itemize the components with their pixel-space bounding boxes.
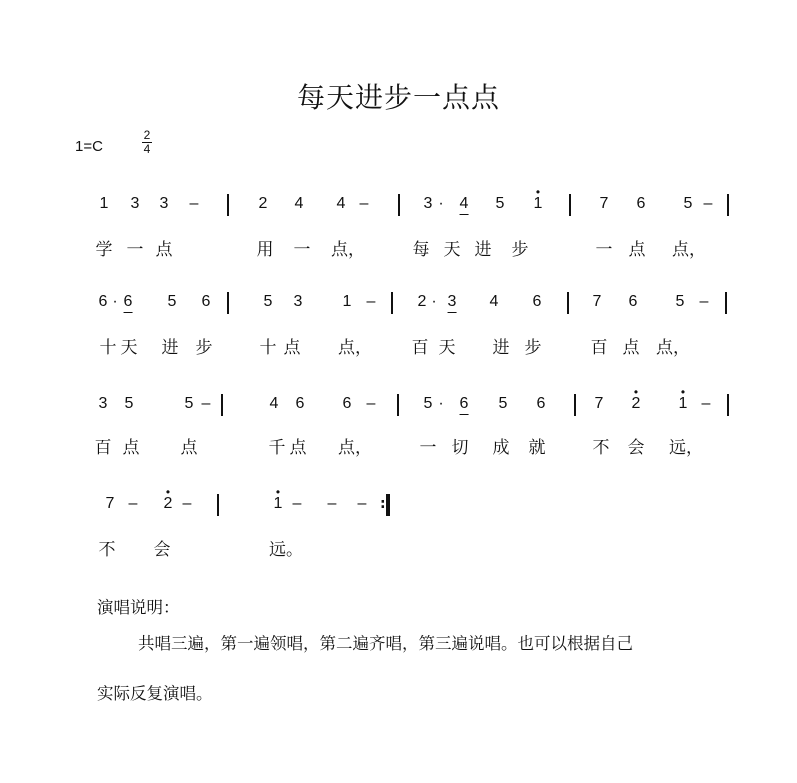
lyric-word: 百 bbox=[411, 338, 429, 358]
time-signature bbox=[142, 130, 152, 155]
lyric-word: 天 bbox=[443, 240, 461, 260]
bar-line bbox=[227, 194, 229, 216]
note: 1 bbox=[342, 293, 352, 310]
dash-extension: – bbox=[357, 495, 367, 512]
lyric-word: 用 bbox=[256, 240, 274, 260]
note: 6 bbox=[460, 395, 469, 415]
lyric-word: 远。 bbox=[269, 540, 303, 560]
lyric-word: 学 bbox=[95, 240, 113, 260]
lyric-word: 天 bbox=[120, 338, 138, 358]
note: 5 bbox=[423, 395, 433, 412]
note: 4 bbox=[294, 195, 304, 212]
lyric-word: 点 bbox=[622, 338, 640, 358]
instructions-line-2: 实际反复演唱。 bbox=[97, 684, 213, 703]
octave-dot: • bbox=[275, 485, 281, 499]
note: 7 bbox=[592, 293, 602, 310]
lyric-word: 点 bbox=[628, 240, 646, 260]
dash-extension: – bbox=[366, 293, 376, 310]
note: 7 bbox=[599, 195, 609, 212]
lyric-word: 百 bbox=[590, 338, 608, 358]
lyric-word: 步 bbox=[524, 338, 542, 358]
note: 5 bbox=[683, 195, 693, 212]
note: 5 bbox=[263, 293, 273, 310]
note: 4 bbox=[460, 195, 469, 215]
song-title: 每天进步一点点 bbox=[296, 81, 500, 114]
lyric-word: 不 bbox=[98, 540, 116, 560]
lyric-word: 步 bbox=[195, 338, 213, 358]
octave-dot: • bbox=[633, 385, 639, 399]
note: 6 bbox=[636, 195, 646, 212]
lyric-word: 步 bbox=[511, 240, 529, 260]
key-signature: 1=C bbox=[75, 138, 103, 155]
note: 6 bbox=[201, 293, 211, 310]
lyric-word: 会 bbox=[627, 438, 645, 458]
lyric-word: 百 bbox=[94, 438, 112, 458]
dash-extension: – bbox=[359, 195, 369, 212]
note: 3 bbox=[448, 293, 457, 313]
dash-extension: – bbox=[701, 395, 711, 412]
note: 2 • bbox=[631, 385, 641, 412]
lyric-word: 点， bbox=[331, 240, 365, 260]
note: 6 bbox=[536, 395, 546, 412]
lyric-word: 点 bbox=[155, 240, 173, 260]
note: 5 bbox=[124, 395, 134, 412]
time-signature-top: 2 bbox=[143, 128, 151, 142]
lyric-word: 不 bbox=[592, 438, 610, 458]
lyric-word: 点， bbox=[656, 338, 690, 358]
time-signature-bottom: 4 bbox=[143, 142, 151, 156]
note: 5 bbox=[498, 395, 508, 412]
lyric-word: 点 bbox=[283, 338, 301, 358]
bar-line bbox=[227, 292, 229, 314]
note: 2 • bbox=[163, 485, 173, 512]
bar-line bbox=[391, 292, 393, 314]
lyric-word: 成 bbox=[492, 438, 510, 458]
dash-extension: – bbox=[182, 495, 192, 512]
bar-line bbox=[725, 292, 727, 314]
note: 7 bbox=[594, 395, 604, 412]
dash-extension: – bbox=[703, 195, 713, 212]
bar-line bbox=[727, 194, 729, 216]
note: 6 bbox=[124, 293, 133, 313]
lyric-word: 点， bbox=[672, 240, 706, 260]
dash-extension: – bbox=[128, 495, 138, 512]
lyric-word: 点 bbox=[122, 438, 140, 458]
dot-augmentation: · bbox=[438, 395, 444, 412]
dash-extension: – bbox=[292, 495, 302, 512]
lyric-word: 十 bbox=[99, 338, 117, 358]
note: 4 bbox=[269, 395, 279, 412]
note: 2 bbox=[417, 293, 427, 310]
note: 6 bbox=[628, 293, 638, 310]
octave-dot: • bbox=[535, 185, 541, 199]
note: 5 bbox=[675, 293, 685, 310]
lyric-word: 千 bbox=[268, 438, 286, 458]
bar-line bbox=[574, 394, 576, 416]
bar-line bbox=[398, 194, 400, 216]
note: 3 bbox=[293, 293, 303, 310]
note: 4 bbox=[336, 195, 346, 212]
note: 1 • bbox=[678, 385, 688, 412]
note: 6 bbox=[295, 395, 305, 412]
lyric-word: 点， bbox=[338, 338, 372, 358]
dot-augmentation: · bbox=[438, 195, 444, 212]
bar-line bbox=[727, 394, 729, 416]
note: 7 bbox=[105, 495, 115, 512]
lyric-word: 十 bbox=[259, 338, 277, 358]
bar-line bbox=[221, 394, 223, 416]
lyric-word: 一 bbox=[126, 240, 144, 260]
note: 5 bbox=[184, 395, 194, 412]
bar-line bbox=[569, 194, 571, 216]
lyric-word: 远， bbox=[669, 438, 703, 458]
note: 1 • bbox=[533, 185, 543, 212]
note: 5 bbox=[167, 293, 177, 310]
dot-augmentation: · bbox=[431, 293, 437, 310]
lyric-word: 切 bbox=[451, 438, 469, 458]
bar-line bbox=[397, 394, 399, 416]
note: 3 bbox=[423, 195, 433, 212]
instructions-line-1: 共唱三遍，第一遍领唱，第二遍齐唱，第三遍说唱。也可以根据自己 bbox=[138, 634, 633, 653]
lyric-word: 就 bbox=[528, 438, 546, 458]
instructions-heading: 演唱说明： bbox=[97, 598, 180, 617]
lyric-word: 点 bbox=[180, 438, 198, 458]
lyric-word: 天 bbox=[438, 338, 456, 358]
note: 3 bbox=[98, 395, 108, 412]
octave-dot: • bbox=[165, 485, 171, 499]
lyric-word: 进 bbox=[474, 240, 492, 260]
note: 6 bbox=[342, 395, 352, 412]
note: 1 bbox=[99, 195, 109, 212]
lyric-word: 一 bbox=[293, 240, 311, 260]
note: 1 • bbox=[273, 485, 283, 512]
dash-extension: – bbox=[201, 395, 211, 412]
lyric-word: 一 bbox=[595, 240, 613, 260]
dash-extension: – bbox=[189, 195, 199, 212]
dot-augmentation: · bbox=[112, 293, 118, 310]
octave-dot: • bbox=[680, 385, 686, 399]
dash-extension: – bbox=[366, 395, 376, 412]
bar-line bbox=[217, 494, 219, 516]
note: 4 bbox=[489, 293, 499, 310]
dash-extension: – bbox=[327, 495, 337, 512]
lyric-word: 点 bbox=[289, 438, 307, 458]
note: 6 bbox=[98, 293, 108, 310]
lyric-word: 点， bbox=[338, 438, 372, 458]
note: 5 bbox=[495, 195, 505, 212]
note: 6 bbox=[532, 293, 542, 310]
note: 3 bbox=[159, 195, 169, 212]
lyric-word: 进 bbox=[492, 338, 510, 358]
lyric-word: 会 bbox=[153, 540, 171, 560]
bar-line bbox=[567, 292, 569, 314]
lyric-word: 一 bbox=[419, 438, 437, 458]
note: 2 bbox=[258, 195, 268, 212]
dash-extension: – bbox=[699, 293, 709, 310]
lyric-word: 每 bbox=[412, 240, 430, 260]
note: 3 bbox=[130, 195, 140, 212]
lyric-word: 进 bbox=[161, 338, 179, 358]
